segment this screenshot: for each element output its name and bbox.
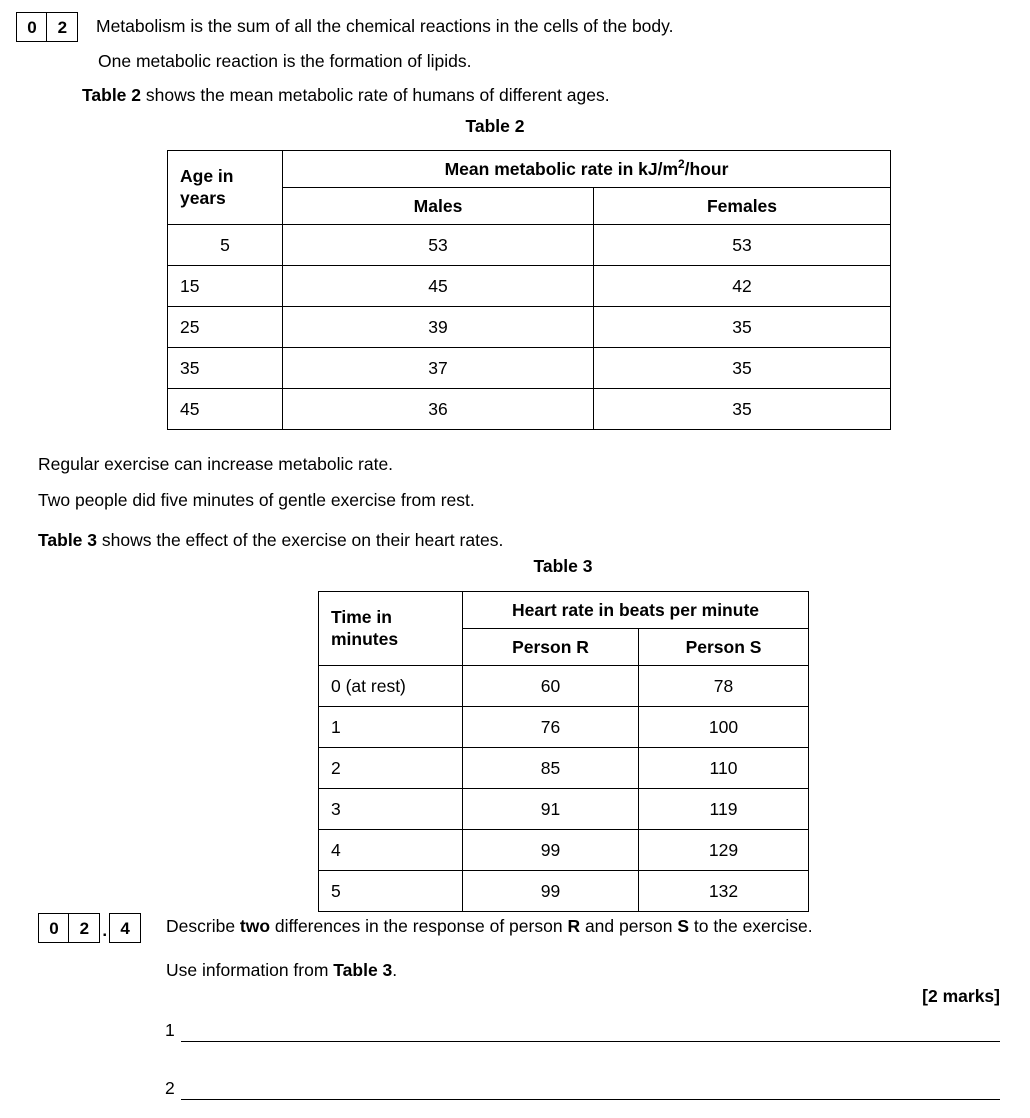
- table3-person-r-2: 85: [463, 748, 639, 789]
- table3-time-5: 5: [319, 871, 463, 912]
- table3-row-header-line2: minutes: [331, 628, 399, 649]
- table3-person-s-1: 100: [639, 707, 809, 748]
- table2-header-row-1: [168, 151, 891, 188]
- table2-intro-bold: Table 2: [82, 85, 142, 105]
- question-digit-0: 0: [16, 12, 48, 42]
- table-row: [168, 225, 891, 266]
- table2-age-1: 15: [168, 266, 283, 307]
- table3-intro-rest: shows the effect of the exercise on their heart rates.: [97, 530, 504, 550]
- table2-intro-line: [82, 85, 610, 106]
- table3-person-s-0: 78: [639, 666, 809, 707]
- use-information-line: [166, 960, 397, 981]
- table2-span-header: [283, 151, 891, 188]
- table3-row-header-line1: Time in: [331, 607, 392, 628]
- table3-row-header: [319, 592, 463, 666]
- table-row: [168, 266, 891, 307]
- table2-females-0: 53: [594, 225, 891, 266]
- use-info-part-1: Use information from: [166, 960, 334, 980]
- use-info-bold-table3: Table 3: [333, 960, 393, 980]
- table2-col-females: Females: [594, 188, 891, 225]
- prompt-part-1: Describe: [166, 916, 240, 936]
- table2-span-header-sup: 2: [678, 156, 685, 171]
- table2-females-2: 35: [594, 307, 891, 348]
- table2-females-1: 42: [594, 266, 891, 307]
- answer-row-1: [165, 1022, 1000, 1042]
- table2-caption: Table 2: [465, 116, 525, 136]
- table3-col-person-s: Person S: [639, 629, 809, 666]
- prompt-bold-s: S: [677, 916, 690, 936]
- table3-time-4: 4: [319, 830, 463, 871]
- table2-males-2: 39: [283, 307, 594, 348]
- table3-person-r-5: 99: [463, 871, 639, 912]
- answer-line-1[interactable]: [181, 1041, 1000, 1042]
- subquestion-dot: .: [102, 921, 108, 941]
- subquestion-digit-0: 0: [38, 913, 70, 943]
- prompt-bold-r: R: [567, 916, 581, 936]
- table2-males-3: 37: [283, 348, 594, 389]
- table3-time-0: 0 (at rest): [319, 666, 463, 707]
- table3-intro-bold: Table 3: [38, 530, 98, 550]
- table2-age-2: 25: [168, 307, 283, 348]
- table2-age-0: 5: [168, 225, 283, 266]
- subquestion-digit-2: 2: [68, 913, 100, 943]
- table-row: [319, 748, 809, 789]
- table2-row-header: [168, 151, 283, 225]
- table2-intro-rest: shows the mean metabolic rate of humans of different ages.: [141, 85, 610, 105]
- table3-caption: Table 3: [533, 556, 593, 576]
- marks-label: [2 marks]: [922, 986, 1000, 1006]
- table2-span-header-text: Mean metabolic rate in kJ/m: [444, 158, 679, 179]
- table-row: [168, 307, 891, 348]
- table3-person-r-4: 99: [463, 830, 639, 871]
- question-number-02: [16, 12, 78, 42]
- subquestion-prompt: [166, 916, 813, 937]
- table2-males-1: 45: [283, 266, 594, 307]
- table-row: [319, 666, 809, 707]
- table2-row-header-line1: Age in: [180, 166, 234, 187]
- table3-time-1: 1: [319, 707, 463, 748]
- answer-number-1: 1: [165, 1020, 175, 1040]
- table-row: [319, 789, 809, 830]
- table2: [167, 150, 891, 430]
- table3-col-person-r: Person R: [463, 629, 639, 666]
- table2-span-header-tail: /hour: [684, 158, 729, 179]
- prompt-part-2: differences in the response of person: [270, 916, 568, 936]
- question-digit-2: 2: [46, 12, 78, 42]
- intro-line-1: Metabolism is the sum of all the chemical reactions in the cells of the body.: [96, 16, 674, 36]
- prompt-part-3: and person: [580, 916, 678, 936]
- answer-row-2: [165, 1080, 1000, 1100]
- table-row: [168, 389, 891, 430]
- table-row: [319, 707, 809, 748]
- table-row: [319, 830, 809, 871]
- answer-number-2: 2: [165, 1078, 175, 1098]
- table2-col-males: Males: [283, 188, 594, 225]
- subquestion-digit-4: 4: [109, 913, 141, 943]
- table3-header-row-1: [319, 592, 809, 629]
- question-number-02-4: [38, 913, 141, 943]
- use-info-part-2: .: [392, 960, 398, 980]
- table3-person-s-5: 132: [639, 871, 809, 912]
- table3-span-header: Heart rate in beats per minute: [463, 592, 809, 629]
- table2-age-3: 35: [168, 348, 283, 389]
- table2-age-4: 45: [168, 389, 283, 430]
- table3-time-3: 3: [319, 789, 463, 830]
- table-row: [319, 871, 809, 912]
- intro-line-2: One metabolic reaction is the formation of lipids.: [98, 51, 472, 71]
- table2-males-0: 53: [283, 225, 594, 266]
- table3-time-2: 2: [319, 748, 463, 789]
- mid-text-line-2: Two people did five minutes of gentle exercise from rest.: [38, 490, 475, 510]
- table2-males-4: 36: [283, 389, 594, 430]
- table3-person-r-0: 60: [463, 666, 639, 707]
- table-row: [168, 348, 891, 389]
- prompt-part-4: to the exercise.: [689, 916, 813, 936]
- table3-intro-line: [38, 530, 503, 551]
- table2-females-4: 35: [594, 389, 891, 430]
- mid-text-line-1: Regular exercise can increase metabolic rate.: [38, 454, 394, 474]
- table3-person-r-1: 76: [463, 707, 639, 748]
- table3-person-s-4: 129: [639, 830, 809, 871]
- table3: [318, 591, 809, 912]
- table3-person-r-3: 91: [463, 789, 639, 830]
- prompt-bold-two: two: [239, 916, 271, 936]
- table3-person-s-3: 119: [639, 789, 809, 830]
- table2-row-header-line2: years: [180, 187, 226, 208]
- table3-person-s-2: 110: [639, 748, 809, 789]
- answer-line-2[interactable]: [181, 1099, 1000, 1100]
- table2-females-3: 35: [594, 348, 891, 389]
